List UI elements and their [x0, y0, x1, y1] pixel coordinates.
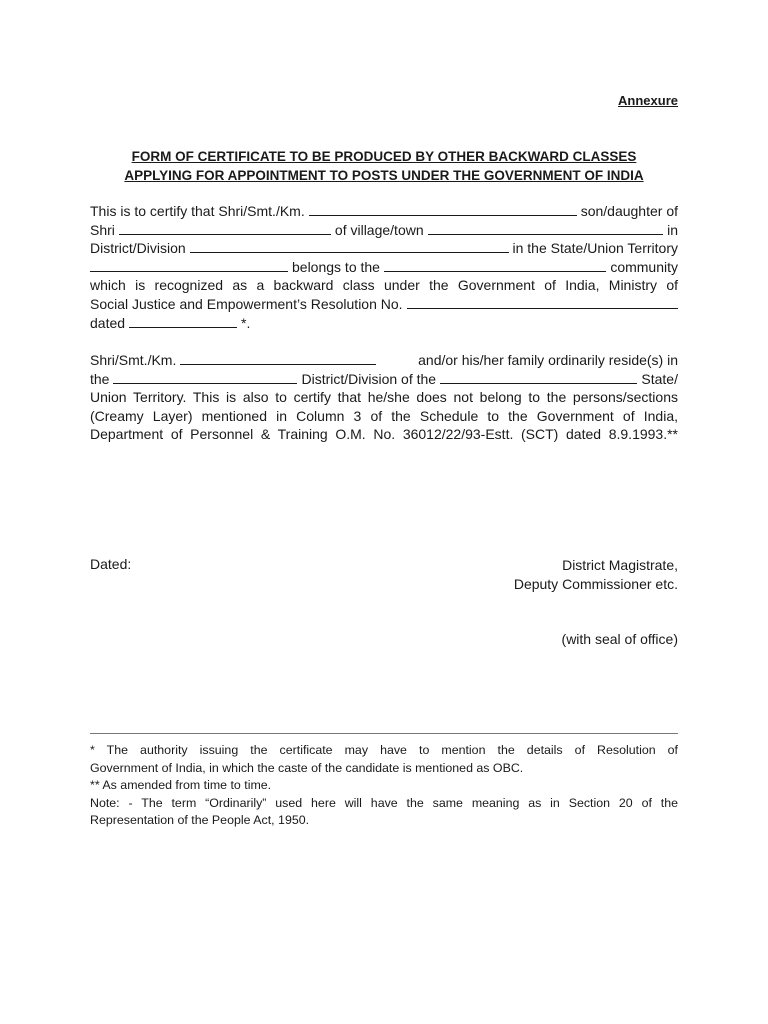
form-title-line-2: APPLYING FOR APPOINTMENT TO POSTS UNDER THE GOVERNMENT OF INDIA: [124, 168, 644, 183]
form-title-line-1: FORM OF CERTIFICATE TO BE PRODUCED BY OTHER BACKWARD CLASSES: [131, 149, 637, 164]
residence-paragraph: [90, 351, 678, 444]
residence-district-blank[interactable]: [113, 370, 297, 384]
para2-text: District/Division of the: [301, 370, 437, 387]
signatory-line-1: District Magistrate,: [562, 557, 678, 573]
para2-text: Department of Personnel & Training O.M. No. 36012/22/93-Estt. (SCT) dated 8.9.1993.**: [90, 426, 678, 443]
state-blank[interactable]: [90, 258, 288, 272]
para1-text: of village/town: [334, 221, 424, 238]
footnotes: [90, 742, 678, 830]
footnote-1-line-1: * The authority issuing the certificate may have to mention the details of Resolution of: [90, 743, 678, 757]
signatory-block: [514, 556, 678, 594]
applicant-name-blank[interactable]: [309, 202, 577, 216]
para2-text: Shri/Smt./Km.: [90, 352, 177, 368]
seal-note: (with seal of office): [561, 631, 678, 647]
para1-text: Social Justice and Empowerment’s Resolution No.: [90, 295, 403, 312]
certification-paragraph: [90, 202, 678, 332]
resident-name-blank[interactable]: [180, 351, 376, 365]
para2-text: Union Territory. This is also to certify that he/she does not belong to the persons/sections: [90, 389, 678, 406]
resolution-date-blank[interactable]: [129, 314, 237, 328]
annexure-label: Annexure: [618, 93, 678, 108]
father-name-blank[interactable]: [119, 221, 331, 235]
para2-text: the: [90, 370, 110, 387]
dated-label: Dated:: [90, 556, 132, 572]
footnote-3-line-1: Note: - The term “Ordinarily” used here will have the same meaning as in Section 20 of the: [90, 795, 678, 810]
para1-text: District/Division: [90, 240, 186, 257]
resolution-number-blank[interactable]: [407, 295, 678, 309]
footnote-3-line-2: Representation of the People Act, 1950.: [90, 813, 310, 827]
para1-text: which is recognized as a backward class under the Government of India, Ministry of: [90, 277, 678, 294]
footnote-1-line-2: Government of India, in which the caste of the candidate is mentioned as OBC.: [90, 760, 524, 775]
para1-text: belongs to the: [292, 258, 380, 275]
para2-text: State/: [641, 370, 678, 387]
para2-text: and/or his/her family ordinarily reside(s) in: [418, 352, 678, 368]
community-blank[interactable]: [384, 258, 606, 272]
para1-text: This is to certify that Shri/Smt./Km.: [90, 203, 305, 219]
district-blank[interactable]: [190, 239, 509, 253]
para1-text: community: [610, 258, 678, 275]
footnote-2: ** As amended from time to time.: [90, 778, 272, 792]
para2-text: (Creamy Layer) mentioned in Column 3 of the Schedule to the Government of India,: [90, 407, 678, 424]
para1-text: *.: [241, 314, 251, 331]
village-town-blank[interactable]: [428, 221, 663, 235]
para1-text: in the State/Union Territory: [512, 240, 678, 257]
footnote-divider: [90, 733, 678, 734]
para1-text: son/daughter of: [580, 203, 678, 219]
para1-text: dated: [90, 314, 126, 331]
para1-text: in: [667, 221, 678, 238]
signatory-line-2: Deputy Commissioner etc.: [513, 576, 678, 592]
form-title: [90, 147, 678, 185]
residence-state-blank[interactable]: [440, 370, 637, 384]
para1-text: Shri: [90, 221, 115, 238]
